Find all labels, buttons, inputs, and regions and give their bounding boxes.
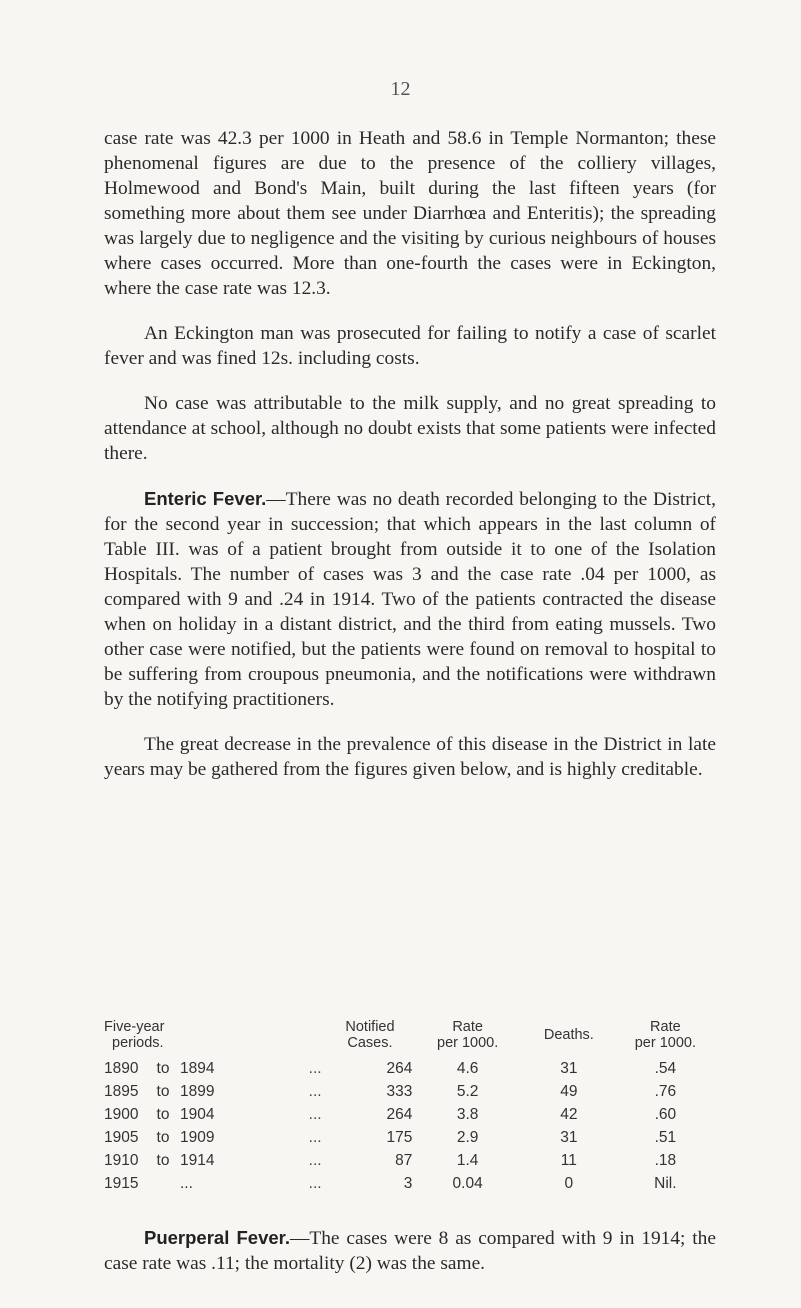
notified-cases-cell: 264 [386,1106,413,1123]
leader-dots: ... [308,1106,322,1123]
case-rate-cell: 5.2 [456,1083,479,1100]
header-periods: Five-year periods. [104,1019,165,1051]
deaths-cell: 31 [560,1129,578,1146]
body-text [104,126,716,802]
period-cell: 1895 to 1899 [104,1083,215,1100]
death-rate-cell: .51 [654,1129,677,1146]
case-rate-cell: 1.4 [456,1152,479,1169]
enteric-fever-heading: Enteric Fever. [144,488,267,509]
header-deaths: Deaths. [543,1027,594,1043]
deaths-cell: 11 [560,1152,577,1169]
puerperal-fever-text: —The cases were 8 as compared with 9 in 1914; the case rate was .11; the mortality (2) was the same. [104,1228,716,1274]
table-row [104,1080,716,1103]
leader-dots: ... [308,1152,322,1169]
table-header-row [104,1019,716,1057]
table-row [104,1172,716,1195]
notified-cases-cell: 333 [386,1083,413,1100]
header-death-rate: Rate per 1000. [634,1019,697,1051]
notified-cases-cell: 87 [395,1152,413,1169]
paragraph-enteric-fever [104,486,716,712]
deaths-cell: 31 [560,1060,578,1077]
period-cell: 1910 to 1914 [104,1152,215,1169]
page-number: 12 [390,78,411,100]
leader-dots: ... [308,1083,322,1100]
deaths-cell: 49 [560,1083,578,1100]
paragraph-milk-supply: No case was attributable to the milk supply, and no great spreading to attendance at school, although no doubt exists that some patients were infected there. [104,393,716,464]
paragraph-scarlet-fever-rates: case rate was 42.3 per 1000 in Heath and 58.6 in Temple Normanton; these phenomenal figures are due to the presence of the colliery villages, Holmewood and Bond's Main, built during the last fifteen years (for something more about them see under Diarrhœa and Enteritis); the spreading was largely due to negligence and the visiting by curious neighbours of houses where cases occurred. More than one-fourth the cases were in Eckington, where the case rate was 12.3. [104,128,716,299]
leader-dots: ... [308,1175,322,1192]
enteric-fever-text: —There was no death recorded belonging to the District, for the second year in succession; that which appears in the last column of Table III. was of a patient brought from outside it to one of the Isolation Hospitals. The number of cases was 3 and the case rate .04 per 1000, as compared with 9 and .24 in 1914. Two of the patients contracted the disease when on holiday in a distant district, and the third from eating mussels. Two other case were notified, but the patients were found on removal to hospital to be suffering from croupous pneumonia, and the notifications were withdrawn by the notifying practitioners. [104,489,716,710]
case-rate-cell: 4.6 [456,1060,479,1077]
case-rate-cell: 3.8 [456,1106,479,1123]
table-row [104,1103,716,1126]
puerperal-fever-heading: Puerperal Fever. [144,1227,290,1248]
table-row [104,1057,716,1080]
notified-cases-cell: 3 [403,1175,413,1192]
death-rate-cell: Nil. [654,1175,677,1192]
enteric-fever-table [104,1019,716,1195]
death-rate-cell: .18 [654,1152,677,1169]
deaths-cell: 42 [560,1106,578,1123]
case-rate-cell: 0.04 [452,1175,483,1192]
period-cell: 1915 ... [104,1175,193,1192]
case-rate-cell: 2.9 [456,1129,479,1146]
period-cell: 1905 to 1909 [104,1129,215,1146]
death-rate-cell: .60 [654,1106,677,1123]
header-notified: Notified Cases. [345,1019,395,1051]
paragraph-puerperal-fever [104,1225,716,1276]
paragraph-decrease: The great decrease in the prevalence of this disease in the District in late years may be gathered from the figures given below, and is highly creditable. [104,734,716,780]
leader-dots: ... [308,1060,322,1077]
leader-dots: ... [308,1129,322,1146]
death-rate-cell: .54 [654,1060,677,1077]
period-cell: 1900 to 1904 [104,1106,215,1123]
notified-cases-cell: 175 [386,1129,413,1146]
period-cell: 1890 to 1894 [104,1060,215,1077]
paragraph-prosecution: An Eckington man was prosecuted for failing to notify a case of scarlet fever and was fined 12s. including costs. [104,323,716,369]
table-row [104,1149,716,1172]
death-rate-cell: .76 [654,1083,677,1100]
header-rate: Rate per 1000. [437,1019,499,1051]
notified-cases-cell: 264 [386,1060,413,1077]
table-row [104,1126,716,1149]
deaths-cell: 0 [564,1175,574,1192]
